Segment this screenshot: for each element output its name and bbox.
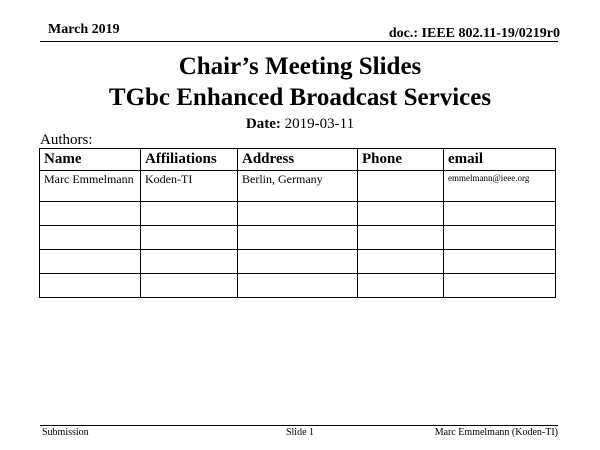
author-affiliation-cell xyxy=(141,226,238,250)
table-row xyxy=(40,274,556,298)
footer-author: Marc Emmelmann (Koden-TI) xyxy=(434,427,558,438)
author-address-cell xyxy=(238,202,358,226)
author-address-cell xyxy=(238,250,358,274)
author-phone-cell xyxy=(358,250,444,274)
table-row xyxy=(40,202,556,226)
author-email-cell xyxy=(444,274,556,298)
author-name-cell xyxy=(40,202,141,226)
date-label: Date: xyxy=(245,116,281,132)
author-phone-cell xyxy=(358,171,444,202)
author-address-cell: Berlin, Germany xyxy=(238,171,358,202)
author-name-cell xyxy=(40,274,141,298)
footer-submission: Submission xyxy=(42,427,89,438)
table-row xyxy=(40,250,556,274)
author-address-cell xyxy=(238,274,358,298)
author-phone-cell xyxy=(358,226,444,250)
header-doc-id: doc.: IEEE 802.11-19/0219r0 xyxy=(388,26,560,41)
author-phone-cell xyxy=(358,202,444,226)
author-email-cell: emmelmann@ieee.org xyxy=(444,171,556,202)
header-rule xyxy=(40,41,558,42)
author-email-cell xyxy=(444,250,556,274)
author-affiliation-cell: Koden-TI xyxy=(141,171,238,202)
table-header-row xyxy=(40,149,556,171)
table-row xyxy=(40,226,556,250)
author-address-cell xyxy=(238,226,358,250)
author-affiliation-cell xyxy=(141,274,238,298)
author-name-cell xyxy=(40,250,141,274)
column-header-email: email xyxy=(444,149,556,171)
column-header-affiliations: Affiliations xyxy=(141,149,238,171)
header-date: March 2019 xyxy=(48,22,120,37)
author-name-cell: Marc Emmelmann xyxy=(40,171,141,202)
authors-label: Authors: xyxy=(40,132,93,148)
authors-table xyxy=(39,148,556,298)
author-name-cell xyxy=(40,226,141,250)
author-affiliation-cell xyxy=(141,250,238,274)
column-header-phone: Phone xyxy=(358,149,444,171)
date-line xyxy=(0,115,600,133)
table-row xyxy=(40,171,556,202)
author-email-cell xyxy=(444,226,556,250)
column-header-name: Name xyxy=(40,149,141,171)
author-affiliation-cell xyxy=(141,202,238,226)
footer-slide-number: Slide 1 xyxy=(285,427,315,438)
slide-subtitle: TGbc Enhanced Broadcast Services xyxy=(108,84,492,111)
date-value: 2019-03-11 xyxy=(284,116,355,132)
author-phone-cell xyxy=(358,274,444,298)
footer-rule xyxy=(40,425,558,426)
author-email-cell xyxy=(444,202,556,226)
column-header-address: Address xyxy=(238,149,358,171)
slide-title: Chair’s Meeting Slides xyxy=(178,53,422,80)
